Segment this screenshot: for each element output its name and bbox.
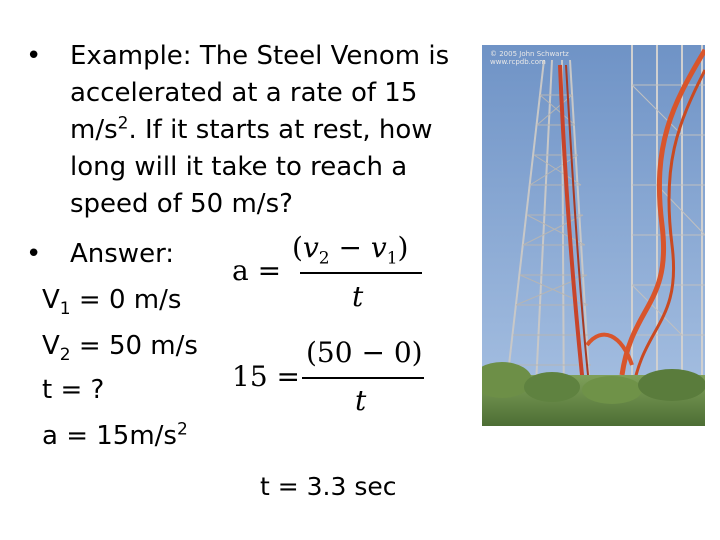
unit-ms: m/s <box>70 115 118 145</box>
formula1-v2: v <box>302 231 319 264</box>
given-a <box>42 418 188 455</box>
example-line-3-rest: . If it starts at rest, how <box>128 115 433 145</box>
formula2-numerator: (50 − 0) <box>306 336 423 369</box>
formula1-denominator: t <box>352 280 364 313</box>
example-line-3 <box>70 112 433 149</box>
formula1-minus: − <box>329 231 371 264</box>
given-v2 <box>42 328 198 365</box>
result-text: t = 3.3 sec <box>260 472 397 501</box>
example-line-4: long will it take to reach a <box>70 152 408 182</box>
given-a-exponent: 2 <box>176 419 188 440</box>
formula2-denominator: t <box>355 384 367 417</box>
formula1-fraction-bar <box>300 272 422 274</box>
answer-bullet: • <box>26 239 42 269</box>
example-line-2: accelerated at a rate of 15 <box>70 78 418 108</box>
formula1-numerator <box>292 231 409 269</box>
given-v2-symbol: V <box>42 331 60 361</box>
formula1-close-paren: ) <box>397 231 409 264</box>
given-v2-subscript: 2 <box>59 345 71 366</box>
formula1-v1-sub: 1 <box>386 248 398 269</box>
answer-label: Answer: <box>70 239 175 269</box>
photo-credit <box>490 50 569 66</box>
formula1-v1: v <box>370 231 387 264</box>
formula1-lhs: a = <box>232 254 282 287</box>
given-a-value: a = 15m/s <box>42 421 177 451</box>
given-v1 <box>42 282 181 319</box>
formula1-open-paren: ( <box>292 231 303 264</box>
photo-credit-line-2: www.rcpdb.com <box>490 58 546 66</box>
example-line-1: Example: The Steel Venom is <box>70 41 450 71</box>
photo-credit-line-1: © 2005 John Schwartz <box>490 50 569 58</box>
roller-coaster-photo <box>482 45 705 426</box>
example-bullet: • <box>26 41 42 71</box>
formula1-v2-sub: 2 <box>318 248 330 269</box>
given-v1-subscript: 1 <box>59 299 71 320</box>
example-line-5: speed of 50 m/s? <box>70 189 293 219</box>
given-t: t = ? <box>42 375 105 405</box>
roller-coaster-illustration <box>482 45 705 426</box>
given-v1-value: = 0 m/s <box>70 285 182 315</box>
given-v1-symbol: V <box>42 285 60 315</box>
formula2-fraction-bar <box>302 377 424 379</box>
unit-exponent: 2 <box>117 113 129 134</box>
formula2-lhs: 15 = <box>232 360 300 393</box>
given-v2-value: = 50 m/s <box>70 331 198 361</box>
